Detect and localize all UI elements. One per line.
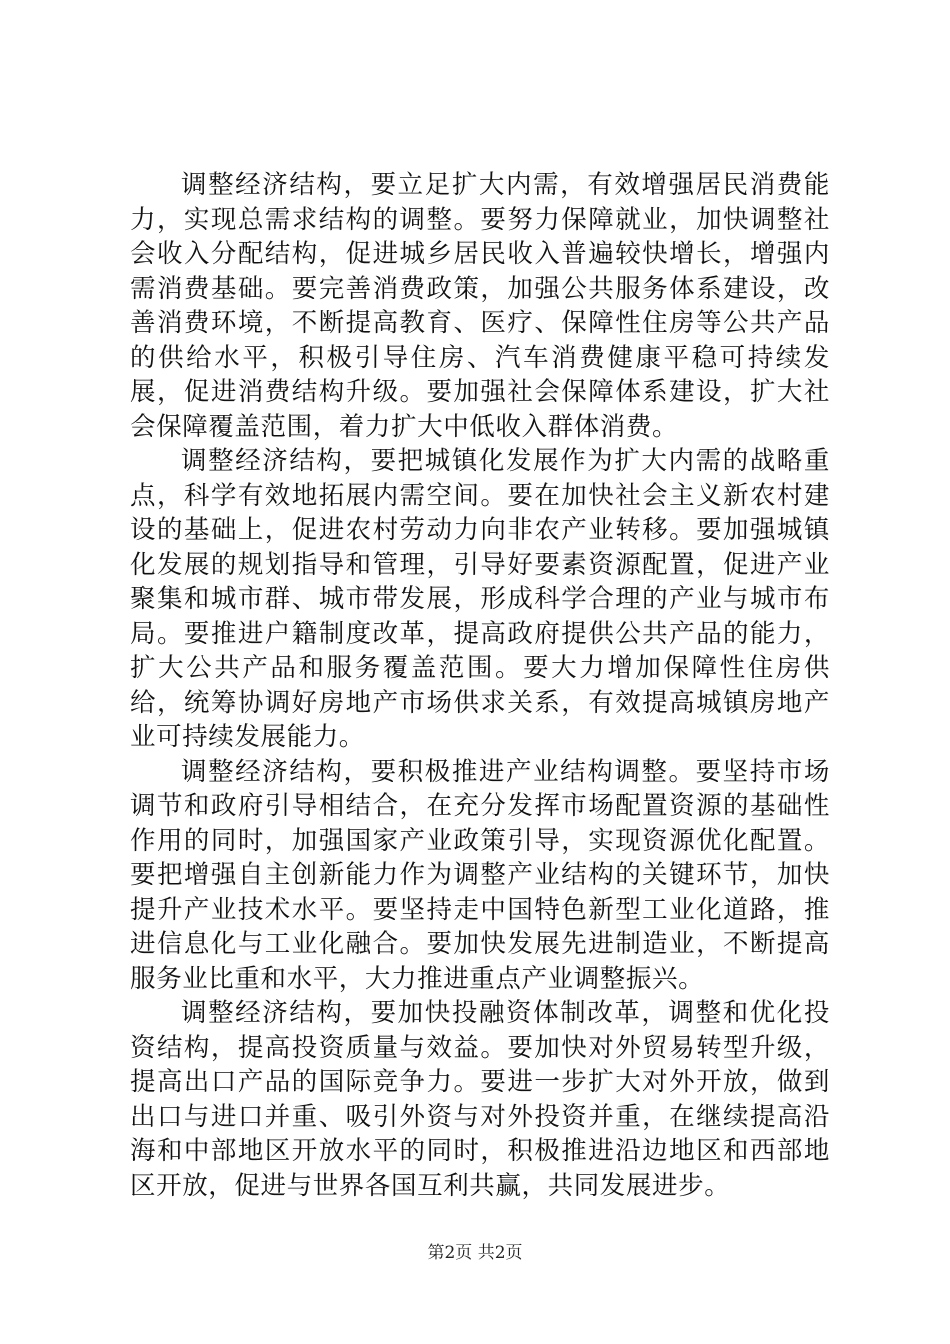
paragraph-4: 调整经济结构，要加快投融资体制改革，调整和优化投资结构，提高投资质量与效益。要加快对外贸易转型升级，提高出口产品的国际竞争力。要进一步扩大对外开放，做到出口与进口并重、吸引外资与对外投资并重，在继续提高沿海和中部地区开放水平的同时，积极推进沿边地区和西部地区开放，促进与世界各国互利共赢，共同发展进步。 — [130, 998, 830, 1201]
page-number-footer: 第2页 共2页 — [427, 1243, 523, 1263]
paragraph-3: 调整经济结构，要积极推进产业结构调整。要坚持市场调节和政府引导相结合，在充分发挥市场配置资源的基础性作用的同时，加强国家产业政策引导，实现资源优化配置。要把增强自主创新能力作为调整产业结构的关键环节，加快提升产业技术水平。要坚持走中国特色新型工业化道路，推进信息化与工业化融合。要加快发展先进制造业，不断提高服务业比重和水平，大力推进重点产业调整振兴。 — [130, 756, 830, 994]
paragraph-1: 调整经济结构，要立足扩大内需，有效增强居民消费能力，实现总需求结构的调整。要努力保障就业，加快调整社会收入分配结构，促进城乡居民收入普遍较快增长，增强内需消费基础。要完善消费政策，加强公共服务体系建设，改善消费环境，不断提高教育、医疗、保障性住房等公共产品的供给水平，积极引导住房、汽车消费健康平稳可持续发展，促进消费结构升级。要加强社会保障体系建设，扩大社会保障覆盖范围，着力扩大中低收入群体消费。 — [130, 170, 830, 442]
document-body — [130, 168, 830, 1203]
paragraph-2: 调整经济结构，要把城镇化发展作为扩大内需的战略重点，科学有效地拓展内需空间。要在加快社会主义新农村建设的基础上，促进农村劳动力向非农产业转移。要加强城镇化发展的规划指导和管理，引导好要素资源配置，促进产业聚集和城市群、城市带发展，形成科学合理的产业与城市布局。要推进户籍制度改革，提高政府提供公共产品的能力，扩大公共产品和服务覆盖范围。要大力增加保障性住房供给，统筹协调好房地产市场供求关系，有效提高城镇房地产业可持续发展能力。 — [130, 446, 830, 752]
